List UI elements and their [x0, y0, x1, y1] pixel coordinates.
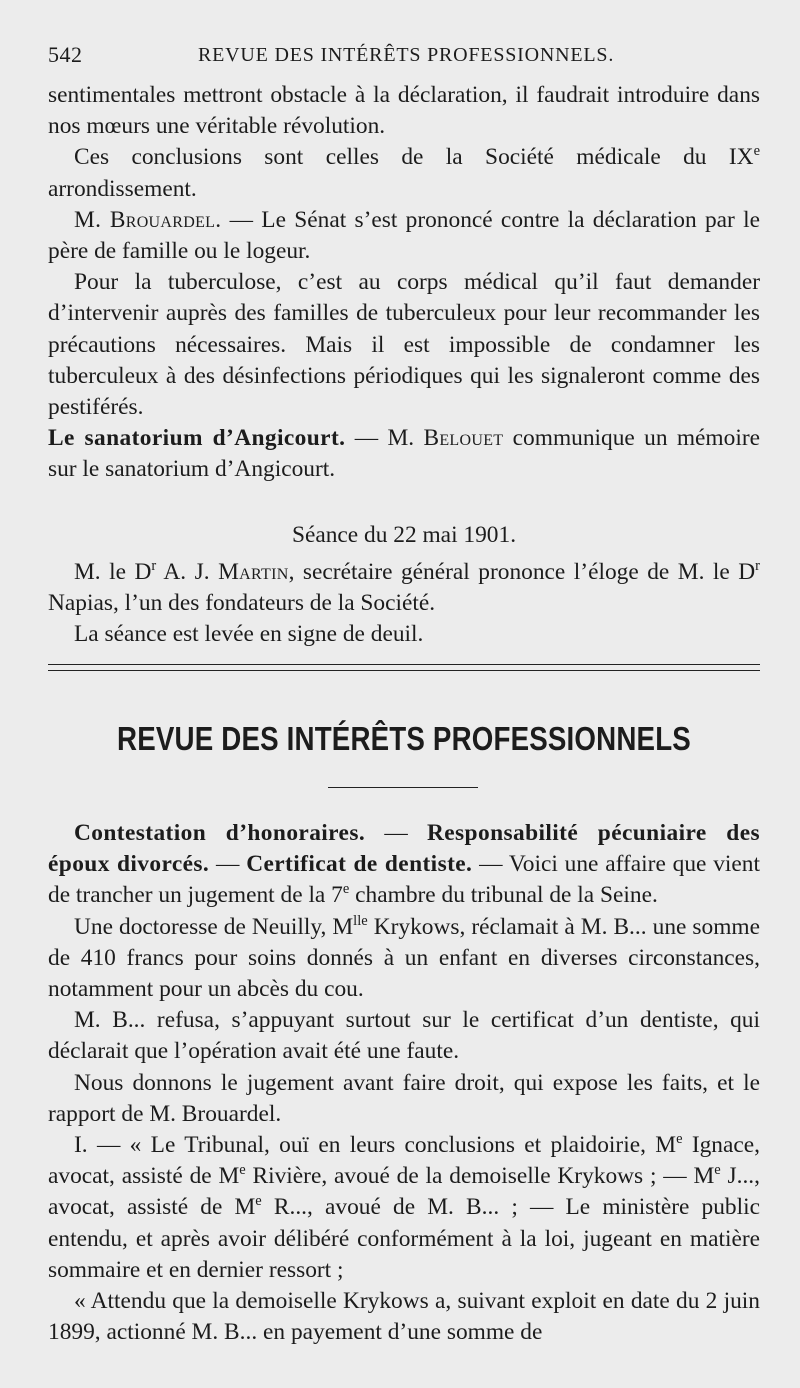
lower-text-block	[48, 818, 760, 1348]
heading-certificat: Certificat de dentiste.	[246, 851, 473, 878]
double-rule-top	[48, 664, 760, 665]
paragraph-conclusions: Ces conclusions sont celles de la Société médicale du IXe arrondissement.	[48, 143, 760, 202]
paragraph-continuation: sentimentales mettront obstacle à la déclaration, il faudrait introduire dans nos mœurs une véritable révolution.	[48, 82, 760, 140]
paragraph-attendu: « Attendu que la demoiselle Krykows a, suivant exploit en date du 2 juin 1899, actionné M. B... en payement d’une somme de	[48, 1288, 760, 1346]
paragraph-sanatorium: Le sanatorium d’Angicourt. — M. Belouet communique un mémoire sur le sanatorium d’Angicourt.	[48, 425, 760, 483]
double-rule-bottom	[48, 670, 760, 671]
paragraph-tribunal: I. — « Le Tribunal, ouï en leurs conclusions et plaidoirie, Me Ignace, avocat, assisté de Me Rivière, avoué de la demoiselle Krykows ; — Me J..., avocat, assisté de Me R..., avoué de M. B... ; — Le ministère public entendu, et après avoir délibéré conformément à la loi, jugeant en matière sommaire et en dernier ressort ;	[48, 1131, 761, 1283]
paragraph-brouardel: M. Brouardel. — Le Sénat s’est prononcé contre la déclaration par le père de famille ou le logeur.	[48, 206, 760, 265]
paragraph-jugement: Nous donnons le jugement avant faire droit, qui expose les faits, et le rapport de M. Brouardel.	[48, 1069, 760, 1127]
paragraph-deuil: La séance est levée en signe de deuil.	[74, 621, 424, 648]
paragraph-doctoresse: Une doctoresse de Neuilly, $M^{lle}$ Krykows, réclamait à M. B... une somme de 410 francs pour soins donnés à un enfant en diverses circonstances, notamment pour un abcès du cou.	[48, 912, 760, 1003]
section-headings: Contestation d’honoraires. — Responsabilité pécuniaire des époux divorcés. — Certificat de dentiste. — Voici une affaire que vient de trancher un jugement de la 7e chambre du tribunal de la Seine.	[48, 820, 760, 909]
upper-text-block	[48, 80, 760, 650]
paragraph-tuberculose: Pour la tuberculose, c’est au corps médical qu’il faut demander d’intervenir auprès des familles de tuberculeux pour leur recommander les précautions nécessaires. Mais il est impossible de condamner les tuberculeux à des désinfections périodiques qui les signaleront comme des pestiférés.	[48, 269, 760, 421]
running-title: REVUE DES INTÉRÊTS PROFESSIONNELS.	[198, 44, 615, 66]
section-title: REVUE DES INTÉRÊTS PROFESSIONNELS	[117, 720, 691, 757]
short-rule	[328, 787, 478, 788]
speaker-name: M. Brouardel.	[74, 206, 222, 233]
page-number: 542	[48, 42, 83, 67]
seance-heading: Séance du 22 mai 1901.	[291, 521, 517, 548]
sanatorium-heading: Le sanatorium d’Angicourt.	[48, 425, 346, 452]
paragraph-eloge: M. le $D^r$ A. J. Martin, secrétaire général prononce l’éloge de M. le $D^r$ Napias, l’un des fondateurs de la Société.	[48, 558, 760, 617]
paragraph-refus: M. B... refusa, s’appuyant surtout sur le certificat d’un dentiste, qui déclarait que l’opération avait été une faute.	[48, 1007, 760, 1065]
running-header	[48, 42, 758, 72]
heading-contestation: Contestation d’honoraires.	[74, 820, 366, 846]
heading-responsabilite: Responsabilité pécuniaire des époux divorcés.	[48, 820, 760, 878]
